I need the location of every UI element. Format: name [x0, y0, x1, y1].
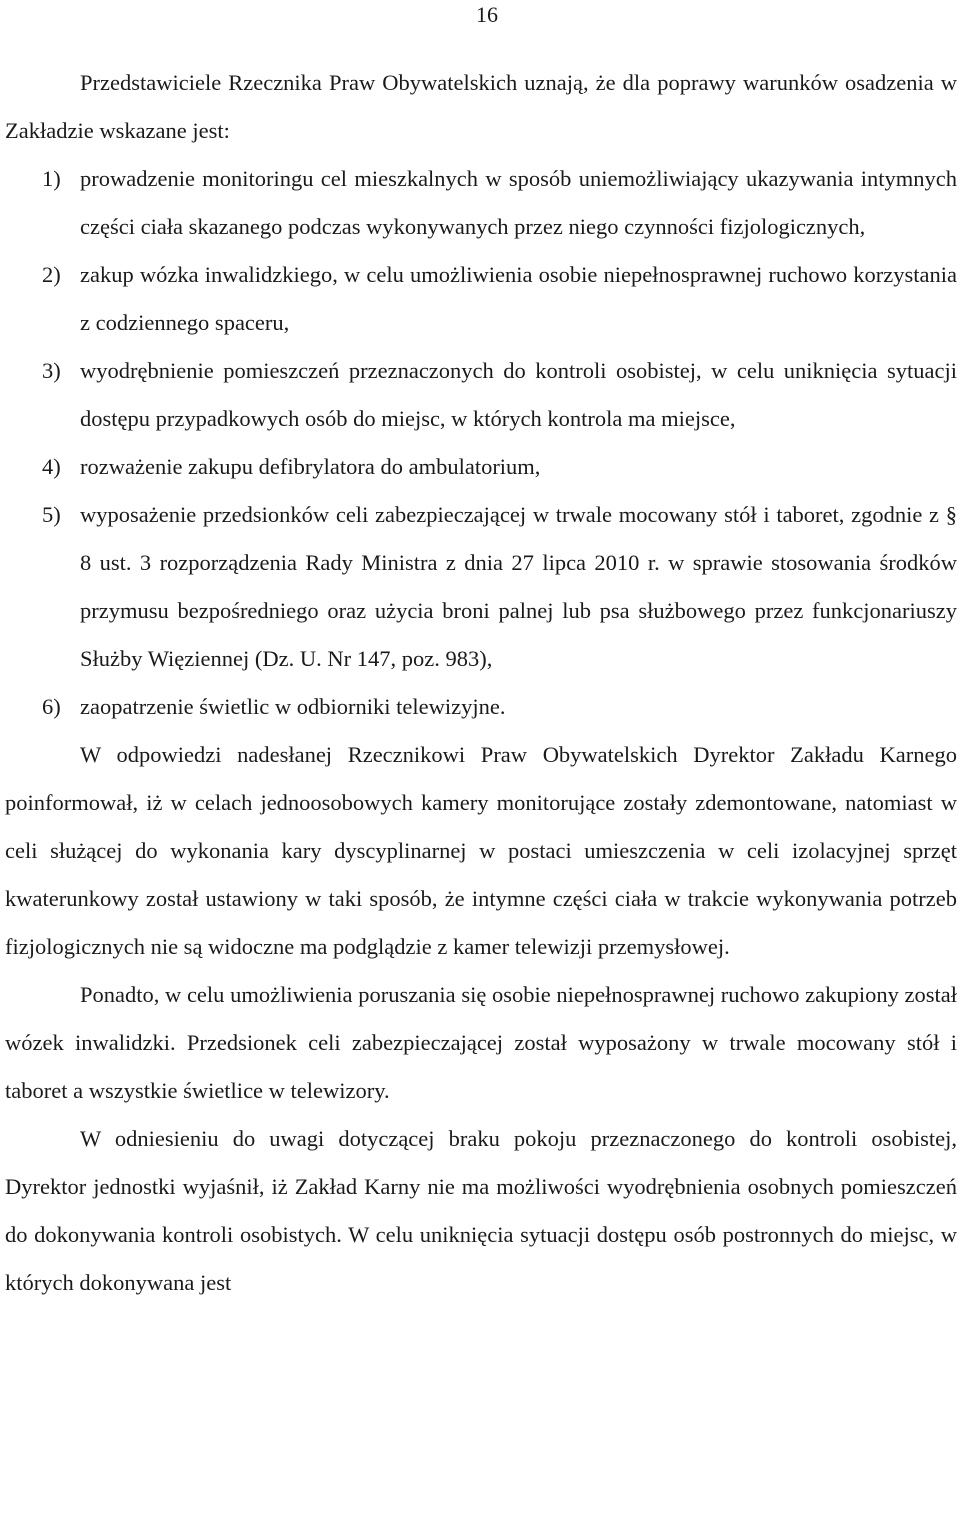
list-item-text: wyposażenie przedsionków celi zabezpieczającej w trwale mocowany stół i taboret, zgodnie z § 8 ust. 3 rozporządzenia Rady Ministra z dnia 27 lipca 2010 r. w sprawie stosowania środków przymusu bezpośredniego oraz użycia broni palnej lub psa służbowego przez funkcjonariuszy Służby Więziennej (Dz. U. Nr 147, poz. 983),	[80, 502, 957, 671]
list-item-text: rozważenie zakupu defibrylatora do ambulatorium,	[80, 454, 541, 479]
body-paragraph: Ponadto, w celu umożliwienia poruszania się osobie niepełnosprawnej ruchowo zakupiony został wózek inwalidzki. Przedsionek celi zabezpieczającej został wyposażony w trwale mocowany stół i taboret a wszystkie świetlice w telewizory.	[5, 982, 957, 1103]
list-item-number: 3)	[42, 358, 61, 383]
list-item-text: zakup wózka inwalidzkiego, w celu umożliwienia osobie niepełnosprawnej ruchowo korzystania z codziennego spaceru,	[80, 262, 957, 335]
list-item-number: 4)	[42, 454, 61, 479]
document-body	[5, 59, 957, 1307]
list-item	[5, 491, 957, 683]
list-item-text: zaopatrzenie świetlic w odbiorniki telewizyjne.	[80, 694, 506, 719]
page-number: 16	[476, 2, 498, 27]
list-item-text: wyodrębnienie pomieszczeń przeznaczonych do kontroli osobistej, w celu uniknięcia sytuacji dostępu przypadkowych osób do miejsc, w których kontrola ma miejsce,	[80, 358, 957, 431]
list-item	[5, 251, 957, 347]
list-item	[5, 443, 957, 491]
list-item	[5, 683, 957, 731]
list-item	[5, 155, 957, 251]
list-item-number: 6)	[42, 694, 61, 719]
list-item-number: 5)	[42, 502, 61, 527]
list-item-number: 1)	[42, 166, 61, 191]
list-item	[5, 347, 957, 443]
list-item-text: prowadzenie monitoringu cel mieszkalnych w sposób uniemożliwiający ukazywania intymnych części ciała skazanego podczas wykonywanych przez niego czynności fizjologicznych,	[80, 166, 957, 239]
list-item-number: 2)	[42, 262, 61, 287]
body-paragraph: W odniesieniu do uwagi dotyczącej braku pokoju przeznaczonego do kontroli osobistej, Dyrektor jednostki wyjaśnił, iż Zakład Karny nie ma możliwości wyodrębnienia osobnych pomieszczeń do dokonywania kontroli osobistych. W celu uniknięcia sytuacji dostępu osób postronnych do miejsc, w których dokonywana jest	[5, 1126, 957, 1295]
intro-paragraph: Przedstawiciele Rzecznika Praw Obywatelskich uznają, że dla poprawy warunków osadzenia w Zakładzie wskazane jest:	[5, 70, 957, 143]
body-paragraph: W odpowiedzi nadesłanej Rzecznikowi Praw Obywatelskich Dyrektor Zakładu Karnego poinformował, iż w celach jednoosobowych kamery monitorujące zostały zdemontowane, natomiast w celi służącej do wykonania kary dyscyplinarnej w postaci umieszczenia w celi izolacyjnej sprzęt kwaterunkowy został ustawiony w taki sposób, że intymne części ciała w trakcie wykonywania potrzeb fizjologicznych nie są widoczne ma podglądzie z kamer telewizji przemysłowej.	[5, 742, 957, 959]
recommendations-list	[5, 155, 957, 731]
